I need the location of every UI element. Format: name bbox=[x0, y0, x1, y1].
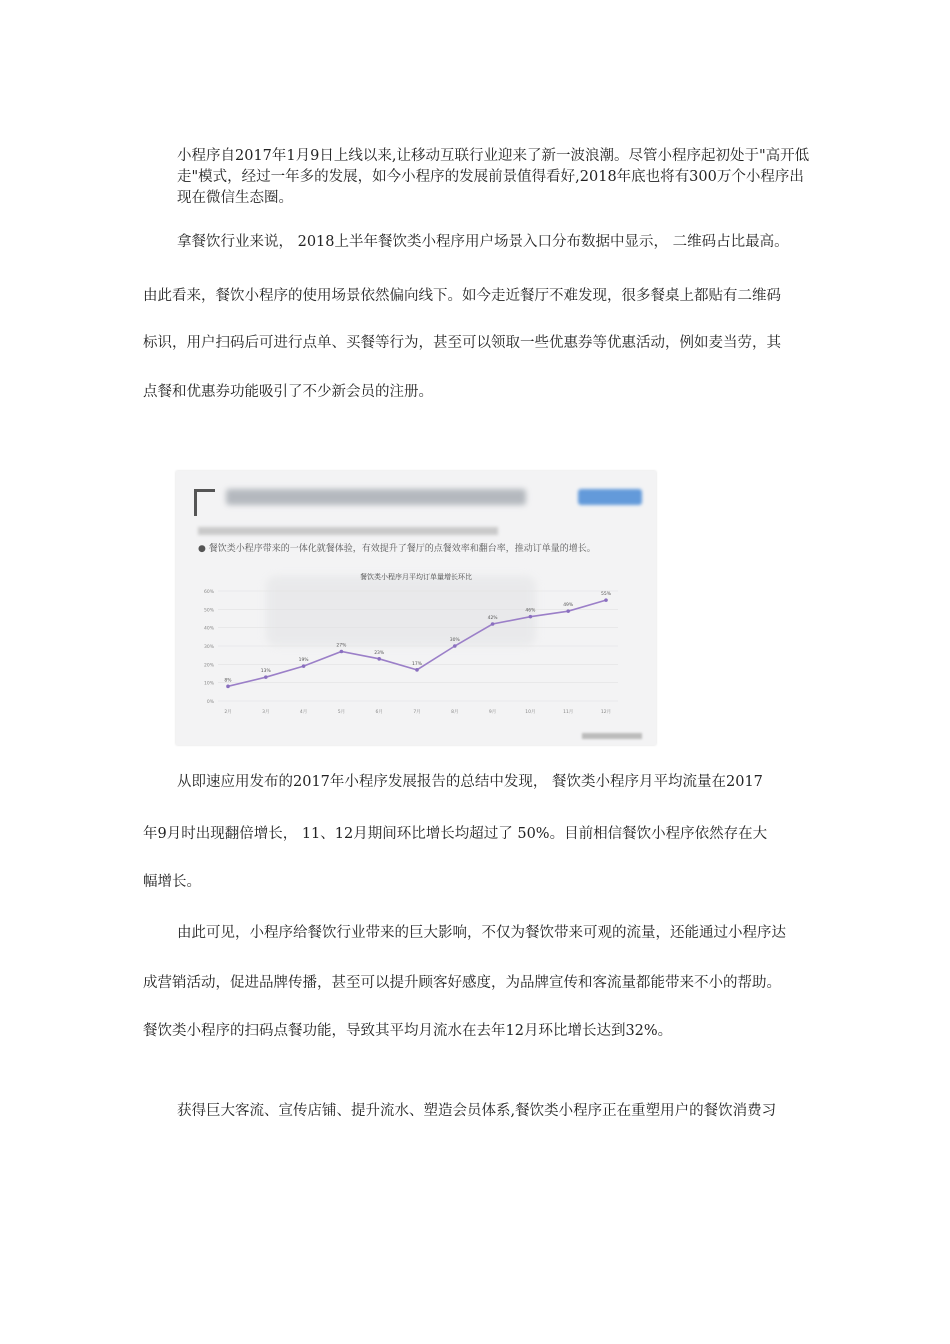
x-tick-label: 2月 bbox=[224, 710, 232, 715]
x-tick-label: 5月 bbox=[337, 710, 346, 715]
paragraph-2-line-3: 标识，用户扫码后可进行点单、买餐等行为，甚至可以领取一些优惠券等优惠活动，例如麦当劳，其 bbox=[143, 335, 781, 351]
y-tick-label: 60% bbox=[203, 590, 214, 595]
data-label: 49% bbox=[563, 603, 574, 609]
data-point bbox=[415, 668, 419, 672]
data-point bbox=[264, 675, 268, 679]
paragraph-2-line-2: 由此看来，餐饮小程序的使用场景依然偏向线下。如今走近餐厅不难发现，很多餐桌上都贴有二维码 bbox=[143, 288, 781, 304]
data-label: 46% bbox=[525, 608, 536, 614]
chart-title: 餐饮类小程序月平均订单量增长环比 bbox=[360, 573, 472, 581]
x-tick-label: 3月 bbox=[262, 710, 270, 715]
data-point bbox=[226, 685, 230, 689]
data-label: 23% bbox=[374, 650, 385, 656]
y-tick-label: 20% bbox=[203, 663, 214, 669]
x-tick-label: 12月 bbox=[600, 710, 612, 715]
figure-bullet-2-text: 餐饮类小程序带来的一体化就餐体验，有效提升了餐厅的点餐效率和翻台率，推动订单量的增长。 bbox=[208, 544, 596, 554]
data-label: 17% bbox=[411, 661, 423, 667]
y-tick-label: 10% bbox=[203, 681, 214, 687]
paragraph-1: 小程序自2017年1月9日上线以来,让移动互联行业迎来了新一波浪潮。尽管小程序起初处于"高开低走"模式，经过一年多的发展，如今小程序的发展前景值得看好,2018年底也将有300万个小程序出现在微信生态圈。 bbox=[177, 148, 810, 206]
series-line bbox=[228, 600, 606, 686]
data-label: 27% bbox=[336, 643, 347, 649]
paragraph-4-line-1: 由此可见，小程序给餐饮行业带来的巨大影响，不仅为餐饮带来可观的流量，还能通过小程序达 bbox=[177, 925, 786, 941]
paragraph-4-line-2: 成营销活动，促进品牌传播，甚至可以提升顾客好感度，为品牌宣传和客流量都能带来不小的帮助。 bbox=[143, 975, 781, 991]
data-label: 55% bbox=[600, 592, 612, 598]
y-tick-label: 50% bbox=[203, 608, 214, 614]
chart-figure bbox=[176, 471, 656, 745]
paragraph-3-line-2: 年9月时出现翻倍增长， 11、12月期间环比增长均超过了 50%。目前相信餐饮小程序依然存在大 bbox=[143, 826, 768, 842]
y-tick-label: 30% bbox=[203, 645, 214, 650]
x-tick-label: 7月 bbox=[413, 710, 421, 715]
y-tick-label: 40% bbox=[203, 626, 214, 632]
data-point bbox=[302, 664, 306, 668]
figure-source-blurred bbox=[582, 733, 642, 739]
data-label: 30% bbox=[449, 638, 460, 643]
paragraph-3-line-3: 幅增长。 bbox=[143, 874, 201, 890]
data-point bbox=[529, 615, 533, 619]
figure-bullet-2: ● 餐饮类小程序带来的一体化就餐体验，有效提升了餐厅的点餐效率和翻台率，推动订单量的增长。 bbox=[198, 544, 596, 554]
x-tick-label: 10月 bbox=[525, 710, 536, 715]
x-tick-label: 4月 bbox=[299, 710, 308, 715]
x-tick-label: 11月 bbox=[563, 710, 574, 715]
data-point bbox=[491, 622, 495, 626]
paragraph-2-line-4: 点餐和优惠券功能吸引了不少新会员的注册。 bbox=[143, 384, 433, 400]
paragraph-2-line-1: 拿餐饮行业来说， 2018上半年餐饮类小程序用户场景入口分布数据中显示， 二维码占比最高。 bbox=[177, 234, 789, 250]
paragraph-5: 获得巨大客流、宣传店铺、提升流水、塑造会员体系,餐饮类小程序正在重塑用户的餐饮消费习 bbox=[177, 1103, 777, 1119]
x-tick-label: 6月 bbox=[375, 710, 383, 715]
line-chart bbox=[176, 471, 656, 745]
data-point bbox=[453, 644, 457, 648]
y-tick-label: 0% bbox=[206, 700, 214, 705]
data-point bbox=[566, 609, 570, 613]
data-point bbox=[604, 598, 608, 602]
x-tick-label: 8月 bbox=[451, 710, 459, 715]
data-label: 42% bbox=[487, 616, 498, 621]
x-tick-label: 9月 bbox=[488, 710, 497, 715]
data-point bbox=[340, 650, 344, 654]
data-label: 19% bbox=[298, 658, 309, 664]
data-label: 13% bbox=[260, 669, 271, 675]
paragraph-4-line-3: 餐饮类小程序的扫码点餐功能，导致其平均月流水在去年12月环比增长达到32%。 bbox=[143, 1023, 673, 1039]
data-label: 8% bbox=[224, 678, 232, 684]
paragraph-3-line-1: 从即速应用发布的2017年小程序发展报告的总结中发现， 餐饮类小程序月平均流量在2017 bbox=[177, 774, 763, 790]
data-point bbox=[377, 657, 381, 661]
